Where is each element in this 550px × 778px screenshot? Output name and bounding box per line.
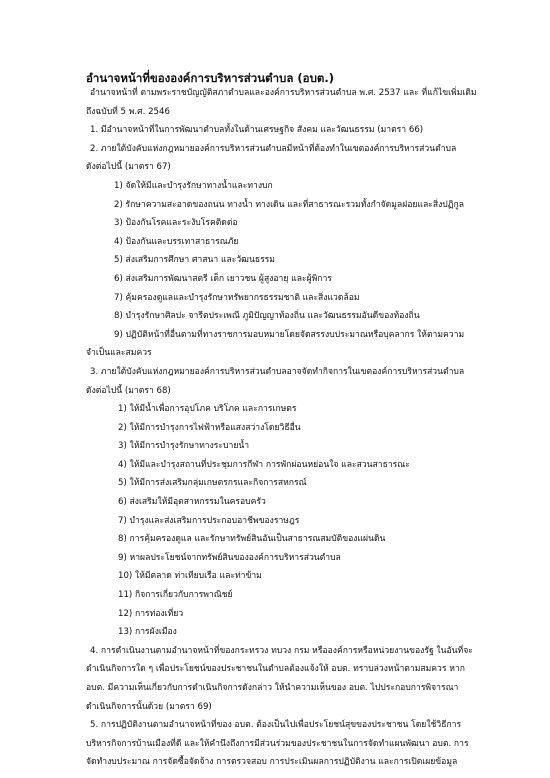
text-line: 7) บำรุงและส่งเสริมการประกอบอาชีพของราษฎร: [118, 515, 300, 526]
text-line: 1) จัดให้มีและบำรุงรักษาทางน้ำและทางบก: [114, 180, 273, 191]
text-line: 4. การดำเนินงานตามอำนาจหน้าที่ของกระทรวง ทบวง กรม หรือองค์การหรือหน่วยงานของรัฐ ในอันที่จะ: [90, 645, 473, 656]
text-line: 4) ให้มีและบำรุงสถานที่ประชุมการกีฬา การพักผ่อนหย่อนใจ และสวนสาธารณะ: [118, 459, 410, 470]
text-line: 5) ส่งเสริมการศึกษา ศาสนา และวัฒนธรรม: [114, 255, 275, 266]
text-line: 1) ให้มีน้ำเพื่อการอุปโภค บริโภค และการเกษตร: [118, 404, 297, 415]
text-line: 2. ภายใต้บังคับแห่งกฎหมายองค์การบริหารส่วนตำบลมีหน้าที่ต้องทำในเขตองค์การบริหารส่วนตำบล: [90, 143, 457, 154]
text-line: 11) กิจการเกี่ยวกับการพาณิชย์: [118, 590, 233, 601]
text-line: 9) หาผลประโยชน์จากทรัพย์สินขององค์การบริหารส่วนตำบล: [118, 552, 341, 563]
text-line: 5) ให้มีการส่งเสริมกลุ่มเกษตรกรและกิจการสหกรณ์: [118, 478, 307, 489]
text-line: 2) รักษาความสะอาดของถนน ทางน้ำ ทางเดิน และที่สาธารณะรวมทั้งกำจัดมูลฝอยและสิ่งปฏิกูล: [114, 199, 464, 210]
text-line: 9) ปฏิบัติหน้าที่อื่นตามที่ทางราชการมอบหมายโดยจัดสรรงบประมาณหรือบุคลากร ให้ตามความ: [114, 329, 465, 340]
text-line: 6) ส่งเสริมการพัฒนาสตรี เด็ก เยาวชน ผู้สูงอายุ และผู้พิการ: [114, 273, 332, 284]
text-line: 5. การปฏิบัติงานตามอำนาจหน้าที่ของ อบต. ต้องเป็นไปเพื่อประโยชน์สุขของประชาชน โดยใช้วิธีการ: [90, 720, 462, 731]
text-line: 10) ให้มีตลาด ท่าเทียบเรือ และท่าข้าม: [118, 571, 262, 582]
text-line: 8) การคุ้มครองดูแล และรักษาทรัพย์สินอันเป็นสาธารณสมบัติของแผ่นดิน: [118, 534, 386, 545]
text-line: 1. มีอำนาจหน้าที่ในการพัฒนาตำบลทั้งในด้านเศรษฐกิจ สังคม และวัฒนธรรม (มาตรา 66): [90, 125, 424, 136]
text-line: 2) ให้มีการบำรุงการไฟฟ้าหรือแสงสว่างโดยวิธีอื่น: [118, 422, 301, 433]
text-line: บริหารกิจการบ้านเมืองที่ดี และให้คำนึงถึงการมีส่วนร่วมของประชาชนในการจัดทำแผนพัฒนา อบต. การ: [86, 738, 469, 749]
text-line: จำเป็นและสมควร: [86, 348, 152, 359]
text-line: อบต. มีความเห็นเกี่ยวกับการดำเนินกิจการดังกล่าว ให้นำความเห็นของ อบต. ไปประกอบการพิจารณา: [86, 683, 459, 693]
text-line: 8) บำรุงรักษาศิลปะ จารีตประเพณี ภูมิปัญญาท้องถิ่น และวัฒนธรรมอันดีของท้องถิ่น: [114, 311, 420, 322]
text-line: 3) ป้องกันโรคและระงับโรคติดต่อ: [114, 218, 238, 229]
text-line: 4) ป้องกันและบรรเทาสาธารณภัย: [114, 236, 239, 247]
text-line: 3) ให้มีการบำรุงรักษาทางระบายน้ำ: [118, 441, 250, 452]
text-line: ดำเนินกิจการนั้นด้วย (มาตรา 69): [86, 701, 212, 712]
text-line: 3. ภายใต้บังคับแห่งกฎหมายองค์การบริหารส่วนตำบลอาจจัดทำกิจการในเขตองค์การบริหารส่วนตำบล: [90, 366, 465, 377]
text-line: ดังต่อไปนี้ (มาตรา 68): [86, 385, 171, 396]
text-line: ดังต่อไปนี้ (มาตรา 67): [86, 162, 171, 173]
text-line: 13) การผังเมือง: [118, 627, 177, 638]
text-line: ถึงฉบับที่ 5 พ.ศ. 2546: [86, 106, 170, 117]
text-line: 12) การท่องเที่ยว: [118, 608, 184, 619]
text-line: 7) คุ้มครองดูแลและบำรุงรักษาทรัพยากรธรรมชาติ และสิ่งแวดล้อม: [114, 292, 360, 303]
text-line: จัดทำงบประมาณ การจัดซื้อจัดจ้าง การตรวจสอบ การประเมินผลการปฏิบัติงาน และการเปิดเผยข้อมูล: [86, 757, 458, 768]
document-body: [0, 84, 550, 772]
document-title: อำนาจหน้าที่ขององค์การบริหารส่วนตำบล (อบต.): [86, 71, 334, 85]
text-line: อำนาจหน้าที่ ตามพระราชบัญญัติสภาตำบลและองค์การบริหารส่วนตำบล พ.ศ. 2537 และ ที่แก้ไขเพิ่มเติม: [90, 88, 477, 98]
text-line: 6) ส่งเสริมให้มีอุตสาหกรรมในครอบครัว: [118, 497, 266, 508]
text-line: ดำเนินกิจการใด ๆ เพื่อประโยชน์ของประชาชนในตำบลต้องแจ้งให้ อบต. ทราบล่วงหน้าตามสมควร หาก: [86, 664, 465, 675]
